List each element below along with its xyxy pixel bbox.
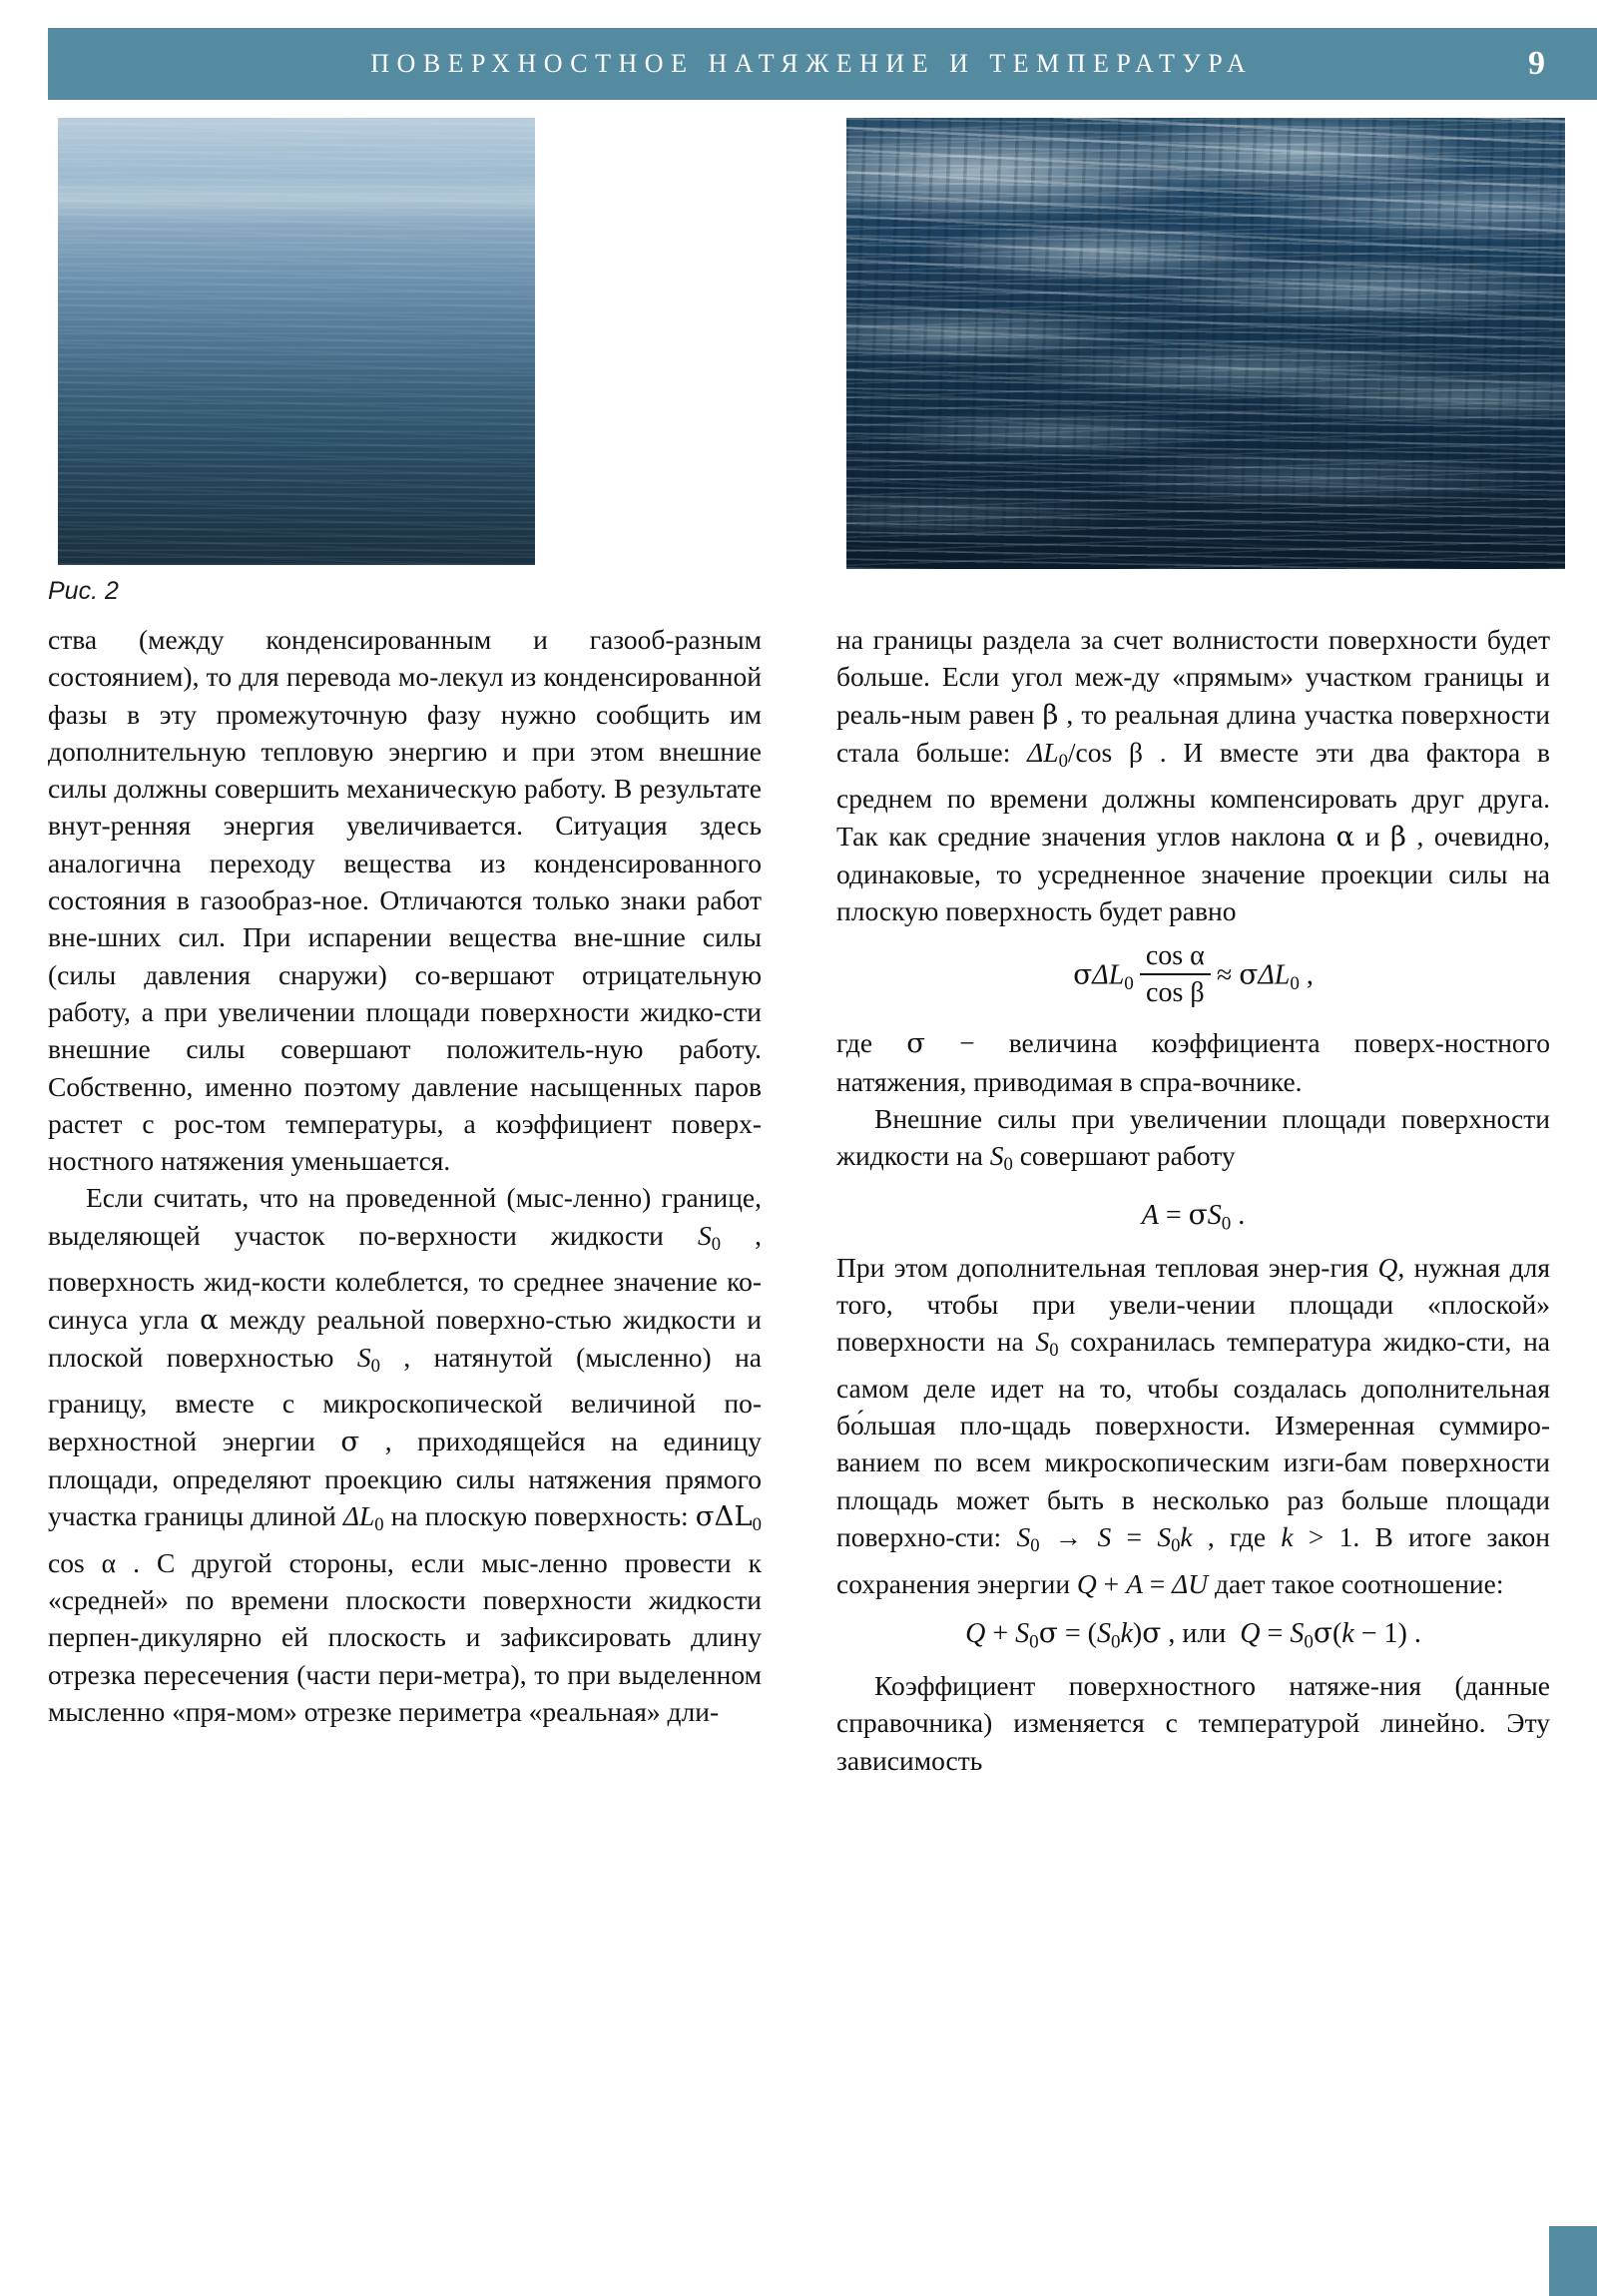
math-A: A <box>1126 1567 1143 1599</box>
text-run: на плоскую поверхность: <box>383 1500 696 1532</box>
page-header-band <box>48 28 1597 100</box>
paragraph-body-3 <box>836 621 1550 930</box>
text-run: , то реальная длина участка поверхности стала больше: <box>836 698 1550 768</box>
math-s0-sub: 0 <box>1003 1154 1013 1176</box>
eq3-lparen: ( <box>1087 1617 1097 1649</box>
eq3-equals2: = <box>1267 1617 1284 1649</box>
eq2-period: . <box>1238 1199 1246 1231</box>
eq3-k2: k <box>1341 1617 1354 1649</box>
math-delta-U: ΔU <box>1172 1567 1209 1599</box>
math-s0-sub: 0 <box>1049 1340 1059 1362</box>
math-delta-l0: ΔL <box>342 1500 375 1532</box>
eq3-plus: + <box>992 1617 1009 1649</box>
eq1-delta-l: ΔL <box>1092 959 1125 991</box>
math-delta-l0-sub: 0 <box>1058 751 1068 773</box>
eq3-S0-sub: 0 <box>1029 1631 1039 1653</box>
page-number: 9 <box>1528 45 1545 82</box>
math-plus: + <box>1103 1567 1120 1599</box>
text-run: , поверхность жид-кости колеблется, то среднее значение ко-синуса угла <box>48 1219 762 1335</box>
eq3-one: 1 <box>1383 1617 1398 1649</box>
text-run: , где <box>1192 1521 1282 1553</box>
math-S: S <box>1097 1521 1112 1553</box>
text-run: Внешние силы при увеличении площади поверхности жидкости на <box>836 1102 1550 1172</box>
eq1-sigma: σ <box>1073 957 1093 991</box>
math-over-cos-beta: /cos β <box>1067 736 1143 768</box>
math-s0: S <box>697 1219 712 1251</box>
eq3-S0b: S <box>1096 1617 1111 1649</box>
eq3-S0c-sub: 0 <box>1304 1631 1314 1653</box>
math-k: k <box>1281 1521 1294 1553</box>
figure-calm-water-image <box>58 118 535 565</box>
eq3-S0b-sub: 0 <box>1110 1631 1121 1653</box>
eq1-approx-sign: ≈ <box>1216 959 1233 991</box>
eq1-denominator: cos β <box>1140 973 1211 1009</box>
text-run: сохранилась температура жидко-сти, на самом деле идет на то, чтобы создалась дополнительная бо́льшая пло-щадь поверхности. Измеренная суммиро-ванием по всем микроскопическим изги-бам поверхности площадь может быть в несколько раз больше площади поверхно-сти: <box>836 1326 1551 1553</box>
eq3-sigma3: σ <box>1313 1615 1332 1649</box>
paragraph-body-4 <box>836 1024 1550 1100</box>
figure-sea-waves-image <box>846 118 1565 569</box>
eq2-S-sub: 0 <box>1221 1212 1232 1234</box>
right-text-column <box>836 621 1550 1779</box>
text-run: Если считать, что на проведенной (мыс-ленно) границе, выделяющей участок по-верхности жидкости <box>48 1182 762 1251</box>
paragraph-body-6 <box>836 1249 1550 1602</box>
text-run: где <box>836 1027 907 1059</box>
math-inline-cos-alpha: cos α <box>48 1546 117 1578</box>
text-run: на границы раздела за счет волнистости поверхности будет больше. Если угол меж-ду «прямым» участком границы и реаль-ным равен <box>836 624 1550 730</box>
math-s0-sub: 0 <box>370 1356 380 1378</box>
eq1-rhs-delta-l: ΔL <box>1258 959 1291 991</box>
text-run: . В итоге закон сохранения энергии <box>836 1521 1551 1599</box>
math-S0k-sub: 0 <box>1171 1535 1181 1557</box>
text-run: , приходящейся на единицу площади, определяют проекцию силы натяжения прямого участка границы длиной <box>48 1425 763 1532</box>
math-k: k <box>1180 1521 1193 1553</box>
text-run: совершают работу <box>1012 1140 1236 1172</box>
math-s0: S <box>989 1140 1004 1172</box>
paragraph-body-1: ства (между конденсированным и газооб-разным состоянием), то для перевода мо-лекул из конденсированной фазы в эту промежуточную фазу нужно сообщить им дополнительную тепловую энергию и при этом внешние силы должны совершить механическую работу. В результате внут-ренняя энергия увеличивается. Ситуация здесь аналогична переходу вещества из конденсированного состояния в газообраз-ное. Отличаются только знаки работ вне-шних сил. При испарении вещества вне-шние силы (силы давления снаружи) со-вершают отрицательную работу, а при увеличении площади поверхности жидко-сти внешние силы совершают положитель-ную работу. Собственно, именно поэтому давление насыщенных паров растет с рос-том температуры, а коэффициент поверх-ностного натяжения уменьшается. <box>48 624 762 1177</box>
math-sigma: σ <box>906 1027 925 1060</box>
eq2-sigma: σ <box>1188 1197 1208 1231</box>
eq1-delta-l-sub: 0 <box>1124 972 1134 994</box>
eq3-S0c: S <box>1290 1617 1305 1649</box>
eq3-lparen2: ( <box>1331 1617 1342 1649</box>
math-beta: β <box>1389 820 1406 853</box>
eq3-or-word: или <box>1182 1617 1227 1649</box>
eq3-Q2: Q <box>1240 1617 1261 1649</box>
text-run: между реальной поверхно-стью жидкости и плоской поверхностью <box>48 1303 762 1373</box>
eq3-S0: S <box>1015 1617 1030 1649</box>
eq2-A: A <box>1141 1199 1159 1231</box>
math-s0: S <box>356 1341 371 1373</box>
math-arrow: → <box>1054 1521 1083 1553</box>
math-Q: Q <box>1076 1567 1097 1599</box>
paragraph-body-5 <box>836 1100 1550 1184</box>
figure-caption: Рис. 2 <box>48 577 119 605</box>
math-s0-sub: 0 <box>711 1233 722 1255</box>
math-inline-sub: 0 <box>752 1514 762 1536</box>
math-alpha: α <box>1335 820 1355 853</box>
math-delta-l0: ΔL <box>1027 736 1059 768</box>
math-S0k: S <box>1157 1521 1172 1553</box>
equation-energy-conservation <box>836 1615 1550 1654</box>
eq3-sigma2: σ <box>1142 1615 1162 1649</box>
math-equals: = <box>1149 1567 1166 1599</box>
text-run: , очевидно, одинаковые, то усредненное значение проекции силы на плоскую поверхность будет равно <box>836 820 1550 927</box>
eq1-fraction <box>1140 941 1211 1010</box>
eq3-Q: Q <box>965 1617 986 1649</box>
math-inline-sigma-dl: σΔL <box>695 1500 753 1533</box>
eq3-rparen: ) <box>1132 1617 1143 1649</box>
math-beta: β <box>1042 698 1059 731</box>
paragraph-body-7: Коэффициент поверхностного натяже-ния (данные справочника) изменяется с температурой линейно. Эту зависимость <box>836 1670 1550 1776</box>
math-s0: S <box>1016 1521 1031 1553</box>
math-equals: = <box>1126 1521 1143 1553</box>
paragraph-body-2 <box>48 1179 762 1730</box>
equation-projection-force <box>836 939 1550 1012</box>
text-run: При этом дополнительная тепловая энер-гия <box>836 1251 1378 1283</box>
eq2-equals: = <box>1165 1199 1182 1231</box>
eq2-S: S <box>1207 1199 1222 1231</box>
text-run: , нужная для того, чтобы при увели-чении площади «плоской» поверхности на <box>836 1251 1550 1358</box>
sea-foam-layer <box>846 118 1565 569</box>
eq3-rparen2: ) <box>1397 1617 1407 1649</box>
math-sigma: σ <box>340 1425 360 1457</box>
text-run: дает такое соотношение: <box>1208 1567 1504 1599</box>
text-run: и <box>1354 820 1390 852</box>
eq3-comma: , <box>1168 1617 1176 1649</box>
eq3-minus: − <box>1360 1617 1377 1649</box>
eq1-rhs-sub: 0 <box>1290 972 1300 994</box>
math-Q: Q <box>1377 1251 1398 1283</box>
text-run: . С другой стороны, если мыс-ленно провести к «средней» по времени плоскости поверхности жидкости перпен-дикулярно ей плоскость и зафиксировать длину отрезка пересечения (части пери-метра), то при выделенном мысленно «пря-мом» отрезке периметра «реальная» дли- <box>48 1546 762 1728</box>
page-title: ПОВЕРХНОСТНОЕ НАТЯЖЕНИЕ И ТЕМПЕРАТУРА <box>370 49 1254 78</box>
equation-work <box>836 1197 1550 1236</box>
eq3-k: k <box>1120 1617 1133 1649</box>
text-run: − величина коэффициента поверх-ностного натяжения, приводимая в спра-вочнике. <box>836 1027 1551 1097</box>
math-s0: S <box>1035 1326 1050 1358</box>
math-one: 1 <box>1338 1521 1353 1553</box>
eq3-equals: = <box>1064 1617 1081 1649</box>
corner-marker <box>1549 2226 1597 2296</box>
text-run: . И вместе эти два фактора в среднем по времени должны компенсировать друг друга. Так как средние значения углов наклона <box>836 736 1550 852</box>
math-alpha: α <box>200 1303 219 1336</box>
math-s0-sub: 0 <box>1030 1535 1040 1557</box>
left-text-column <box>48 621 762 1730</box>
eq3-dot: . <box>1413 1617 1421 1649</box>
eq3-sigma: σ <box>1038 1615 1058 1649</box>
text-run: , натянутой (мысленно) на границу, вместе с микроскопической величиной по-верхностной энергии <box>48 1341 762 1456</box>
eq1-rhs-sigma: σ <box>1239 957 1259 991</box>
math-greater-than: > <box>1308 1521 1325 1553</box>
eq1-numerator: cos α <box>1145 939 1205 971</box>
math-delta-l0-sub: 0 <box>374 1514 384 1536</box>
eq1-tail-comma: , <box>1306 959 1314 991</box>
